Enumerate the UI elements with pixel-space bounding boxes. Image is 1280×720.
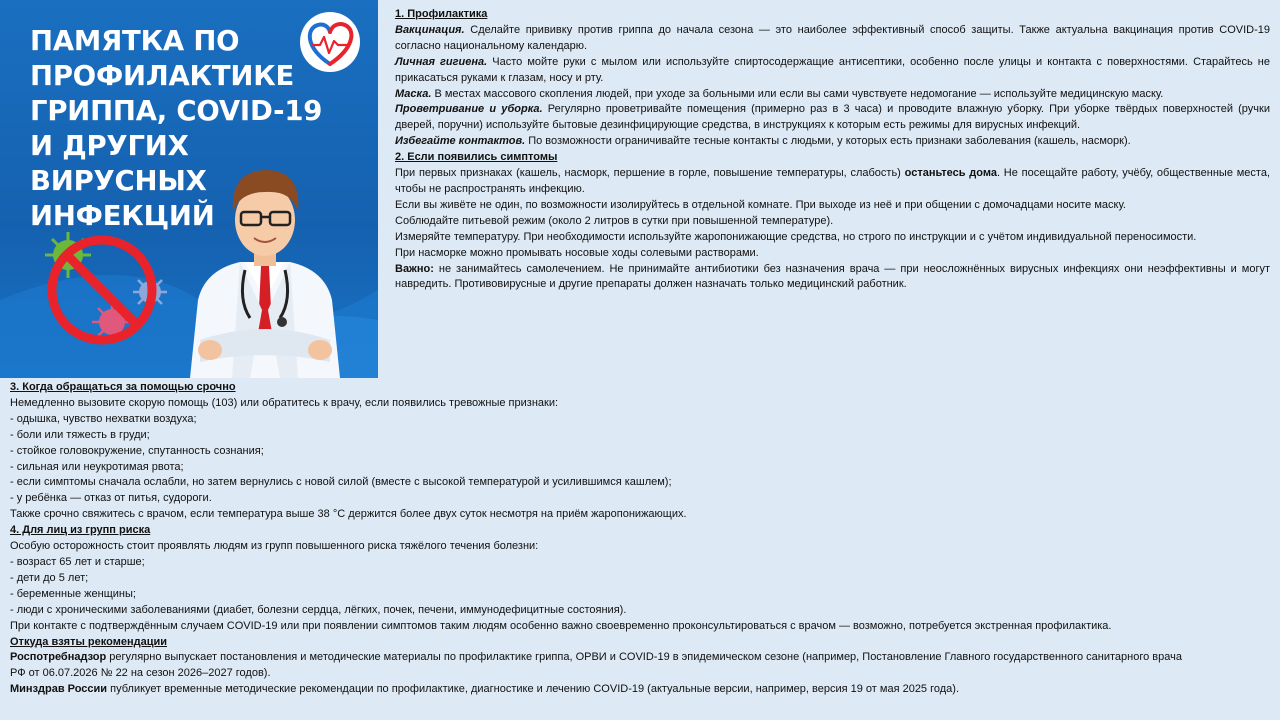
banner-title-line: ПРОФИЛАКТИКЕ xyxy=(30,60,295,92)
paragraph-isolate: Если вы живёте не один, по возможности изолируйтесь в отдельной комнате. При выходе из неё и при общении с домочадцами носите маску. xyxy=(395,198,1126,211)
text-hygiene: Часто мойте руки с мылом или используйте спиртосодержащие антисептики, особенно после улицы и контакта с поверхностями. Старайтесь не прикасаться руками к глазам, носу и рту. xyxy=(395,55,1270,84)
label-avoid-contacts: Избегайте контактов. xyxy=(395,135,526,148)
list-item: - одышка, чувство нехватки воздуха; xyxy=(10,412,197,425)
paragraph-minzdrav xyxy=(10,682,1270,698)
label-rospotrebnadzor: Роспотребнадзор xyxy=(10,651,107,664)
text-minzdrav: публикует временные методические рекомендации по профилактике, диагностике и лечению COVID-19 (актуальные версии, например, версия 19 от мая 2025 года). xyxy=(107,683,960,696)
text-important: не занимайтесь самолечением. Не принимайте антибиотики без назначения врача — при неосложнённых вирусных инфекциях они неэффективны и могут навредить. Противовирусные и другие препараты должен назначать только медицинский работник. xyxy=(395,262,1270,291)
paragraph-hygiene xyxy=(395,55,1270,87)
paragraph-vaccination xyxy=(395,23,1270,55)
top-text-block xyxy=(395,7,1270,293)
label-important: Важно: xyxy=(395,262,434,275)
list-item: - у ребёнка — отказ от питья, судороги. xyxy=(10,492,212,505)
paragraph-mask xyxy=(395,87,1270,103)
label-hygiene: Личная гигиена. xyxy=(395,55,488,68)
banner-title xyxy=(30,24,365,234)
paragraph-risk-intro: Особую осторожность стоит проявлять людям из групп повышенного риска тяжёлого течения болезни: xyxy=(10,540,539,553)
text-stay-home-bold: останьтесь дома xyxy=(904,167,997,180)
text-stay-home-after: . Не посещайте работу, учёбу, общественные места, чтобы не распространять инфекцию. xyxy=(395,167,1270,195)
list-item: - если симптомы сначала ослабли, но затем вернулись с новой силой (вместе с высокой температурой и усилившимся кашлем); xyxy=(10,476,672,489)
label-minzdrav: Минздрав России xyxy=(10,683,108,696)
text-avoid-contacts: По возможности ограничивайте тесные контакты с людьми, у которых есть признаки заболевания (кашель, насморк). xyxy=(525,135,1131,148)
banner-title-line: ИНФЕКЦИЙ xyxy=(30,200,215,232)
label-ventilation: Проветривание и уборка. xyxy=(395,103,543,116)
text-ventilation: Регулярно проветривайте помещения (примерно раз в 3 часа) и проводите влажную уборку. При уборке твёрдых поверхностей (ручки дверей, поручни) используйте бытовые дезинфицирующие средства, в инструкциях к которым есть режимы для вирусных инфекций. xyxy=(395,103,1270,132)
paragraph-urgent-intro: Немедленно вызовите скорую помощь (103) или обратитесь к врачу, если появились тревожные признаки: xyxy=(10,396,559,409)
section-heading-risk: 4. Для лиц из групп риска xyxy=(10,524,151,537)
banner-title-line: И ДРУГИХ ВИРУСНЫХ xyxy=(30,130,207,197)
text-mask: В местах массового скопления людей, при уходе за больными или если вы сами чувствуете недомогание — используйте медицинскую маску. xyxy=(431,87,1164,100)
list-item: - боли или тяжесть в груди; xyxy=(10,428,150,441)
section-heading-prevention: 1. Профилактика xyxy=(395,8,488,20)
list-item: - стойкое головокружение, спутанность сознания; xyxy=(10,444,264,457)
paragraph-important xyxy=(395,262,1270,294)
list-item: - беременные женщины; xyxy=(10,587,136,600)
label-vaccination: Вакцинация. xyxy=(395,23,465,36)
banner-title-line: ПАМЯТКА ПО xyxy=(30,25,240,57)
paragraph-ventilation xyxy=(395,102,1270,134)
paragraph-nose: При насморке можно промывать носовые ходы солевыми растворами. xyxy=(395,246,759,259)
paragraph-stay-home xyxy=(395,166,1270,198)
list-item: - сильная или неукротимая рвота; xyxy=(10,460,184,473)
label-mask: Маска. xyxy=(395,87,432,100)
text-vaccination: Сделайте прививку против гриппа до начала сезона — это наиболее эффективный способ защиты. Также актуальна вакцинация против COVID-19 согласно национальному календарю. xyxy=(395,23,1270,52)
banner-title-line: ГРИППА, COVID-19 xyxy=(30,95,323,127)
paragraph-rospotrebnadzor xyxy=(10,650,1190,682)
paragraph-risk-note: При контакте с подтверждённым случаем COVID-19 или при появлении симптомов таким людям особенно важно своевременно проконсультироваться с врачом — возможно, потребуется экстренная профилактика. xyxy=(10,619,1112,632)
section-heading-symptoms: 2. Если появились симптомы xyxy=(395,151,558,164)
paragraph-urgent-note: Также срочно свяжитесь с врачом, если температура выше 38 °С держится более двух суток несмотря на приём жаропонижающих. xyxy=(10,508,687,521)
paragraph-drink: Соблюдайте питьевой режим (около 2 литров в сутки при повышенной температуре). xyxy=(395,214,834,227)
list-item: - возраст 65 лет и старше; xyxy=(10,555,145,568)
text-stay-home-before: При первых признаках (кашель, насморк, першение в горле, повышение температуры, слабость) xyxy=(395,167,905,180)
text-rospotrebnadzor: регулярно выпускает постановления и методические материалы по профилактике гриппа, ОРВИ и COVID-19 в эпидемическом сезоне (например, Постановление Главного государственного санитарного врача РФ от 06.07.2026 № 22 на сезон 2026–2027 годов). xyxy=(10,651,1182,680)
paragraph-temperature: Измеряйте температуру. При необходимости используйте жаропонижающие средства, но строго по инструкции и с учётом индивидуальной переносимости. xyxy=(395,230,1197,243)
section-heading-sources: Откуда взяты рекомендации xyxy=(10,635,167,648)
paragraph-avoid-contacts xyxy=(395,134,1270,150)
list-item: - люди с хроническими заболеваниями (диабет, болезни сердца, лёгких, почек, печени, иммунодефицитные состояния). xyxy=(10,603,627,616)
banner xyxy=(0,0,378,378)
list-item: - дети до 5 лет; xyxy=(10,571,89,584)
section-heading-urgent: 3. Когда обращаться за помощью срочно xyxy=(10,381,236,393)
bottom-text-block xyxy=(10,380,1270,698)
